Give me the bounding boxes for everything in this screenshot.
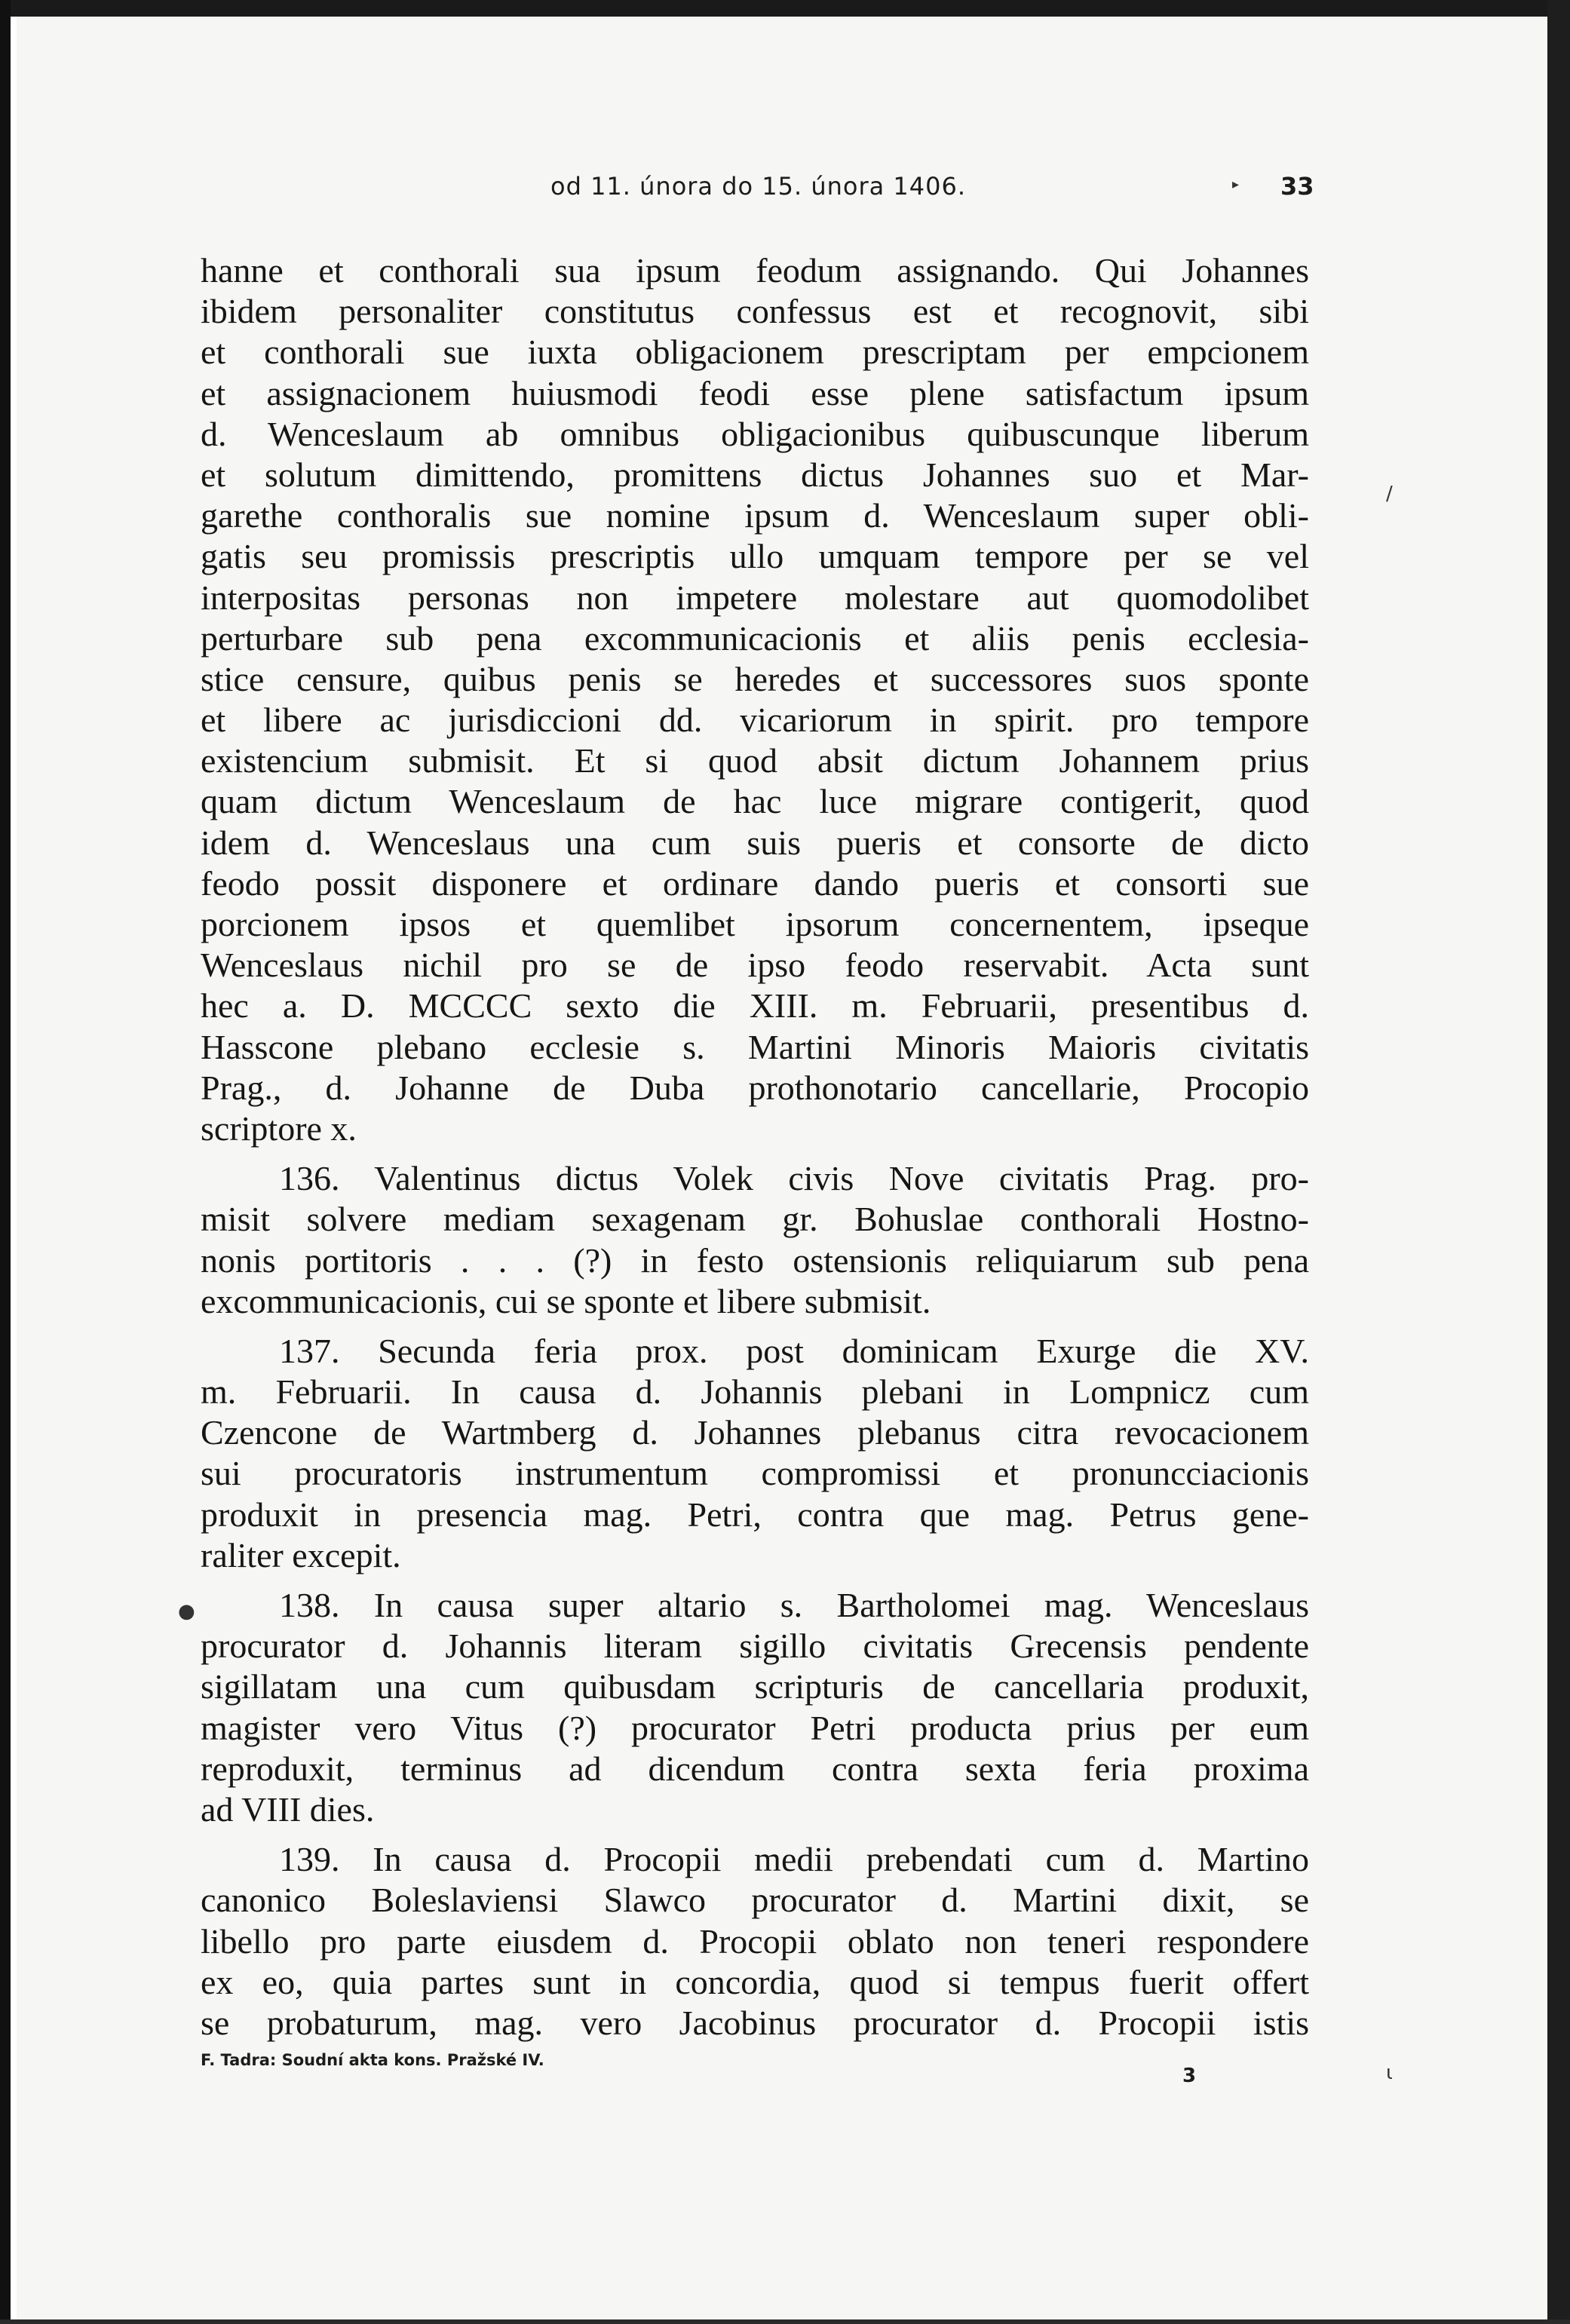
text-line: idem d. Wenceslaus una cum suis pueris et consorte de dicto xyxy=(201,823,1309,862)
stray-mark: ▸ xyxy=(1232,176,1240,192)
margin-mark: ● xyxy=(178,1600,195,1623)
text-line: stice censure, quibus penis se heredes et successores suos sponte xyxy=(201,659,1309,698)
text-line: se probaturum, mag. vero Jacobinus procurator d. Procopii istis xyxy=(201,2003,1309,2042)
text-line: libello pro parte eiusdem d. Procopii oblato non teneri respondere xyxy=(201,1921,1309,1961)
page-number: 33 xyxy=(1280,172,1314,201)
text-line: et libere ac jurisdiccioni dd. vicariorum in spirit. pro tempore xyxy=(201,701,1309,740)
paragraph-137 xyxy=(201,1331,1309,1576)
text-line: excommunicacionis, cui se sponte et libere submisit. xyxy=(201,1281,931,1320)
text-line: garethe conthoralis sue nomine ipsum d. Wenceslaum super obli- xyxy=(201,496,1309,535)
text-line: 139. In causa d. Procopii medii prebendati cum d. Martino xyxy=(279,1840,1309,1879)
scan-border-bottom xyxy=(0,2319,1570,2324)
margin-mark: ɩ xyxy=(1386,2062,1393,2084)
text-line: 137. Secunda feria prox. post dominicam Exurge die XV. xyxy=(279,1331,1309,1370)
text-line: canonico Boleslaviensi Slawco procurator d. Martini dixit, se xyxy=(201,1881,1309,1920)
text-line: et solutum dimittendo, promittens dictus Johannes suo et Mar- xyxy=(201,455,1309,494)
text-line: 136. Valentinus dictus Volek civis Nove civitatis Prag. pro- xyxy=(279,1159,1309,1198)
scan-border-right xyxy=(1547,0,1570,2324)
text-line: existencium submisit. Et si quod absit dictum Johannem prius xyxy=(201,741,1309,780)
text-line: Prag., d. Johanne de Duba prothonotario cancellarie, Procopio xyxy=(201,1068,1309,1107)
text-line: sui procuratoris instrumentum compromissi et pronuncciacionis xyxy=(201,1454,1309,1493)
text-line: ex eo, quia partes sunt in concordia, quod si tempus fuerit offert xyxy=(201,1962,1309,2001)
scan-border-left xyxy=(0,0,11,2324)
footer-signature-mark: 3 xyxy=(1182,2065,1197,2087)
text-line: nonis portitoris . . . (?) in festo ostensionis reliquiarum sub pena xyxy=(201,1240,1309,1280)
text-line: reproduxit, terminus ad dicendum contra sexta feria proxima xyxy=(201,1749,1309,1788)
paragraph-136 xyxy=(201,1158,1309,1322)
text-line: Hasscone plebano ecclesie s. Martini Minoris Maioris civitatis xyxy=(201,1027,1309,1066)
paragraph-138 xyxy=(201,1585,1309,1830)
text-line: hanne et conthorali sua ipsum feodum assignando. Qui Johannes xyxy=(201,251,1309,290)
text-line: et assignacionem huiusmodi feodi esse plene satisfactum ipsum xyxy=(201,373,1309,412)
text-line: 138. In causa super altario s. Bartholomei mag. Wenceslaus xyxy=(279,1586,1309,1624)
text-line: interpositas personas non impetere molestare aut quomodolibet xyxy=(201,578,1309,617)
margin-mark: / xyxy=(1386,483,1393,505)
text-line: d. Wenceslaum ab omnibus obligacionibus quibuscunque liberum xyxy=(201,414,1309,453)
paragraph-139 xyxy=(201,1839,1309,2043)
footer-source-line: F. Tadra: Soudní akta kons. Pražské IV. xyxy=(201,2051,544,2069)
body-text xyxy=(201,250,1309,2043)
text-line: raliter excepit. xyxy=(201,1535,401,1574)
text-line: gatis seu promissis prescriptis ullo umquam tempore per se vel xyxy=(201,537,1309,576)
text-line: porcionem ipsos et quemlibet ipsorum concernentem, ipseque xyxy=(201,905,1309,943)
text-line: et conthorali sue iuxta obligacionem prescriptam per empcionem xyxy=(201,333,1309,372)
text-line: Czencone de Wartmberg d. Johannes plebanus citra revocacionem xyxy=(201,1413,1309,1452)
text-line: m. Februarii. In causa d. Johannis plebani in Lompnicz cum xyxy=(201,1372,1309,1412)
text-line: misit solvere mediam sexagenam gr. Bohuslae conthorali Hostno- xyxy=(201,1200,1309,1239)
text-line: sigillatam una cum quibusdam scripturis de cancellaria produxit, xyxy=(201,1667,1309,1706)
paragraph-135-continued xyxy=(201,250,1309,1149)
running-header: od 11. února do 15. února 1406. xyxy=(550,172,967,201)
text-line: Wenceslaus nichil pro se de ipso feodo reservabit. Acta sunt xyxy=(201,946,1309,985)
paragraph-gap xyxy=(201,1149,1309,1158)
text-line: produxit in presencia mag. Petri, contra que mag. Petrus gene- xyxy=(201,1495,1309,1534)
paragraph-gap xyxy=(201,1830,1309,1839)
text-line: quam dictum Wenceslaum de hac luce migrare contigerit, quod xyxy=(201,782,1309,821)
paragraph-gap xyxy=(201,1576,1309,1585)
text-line: magister vero Vitus (?) procurator Petri producta prius per eum xyxy=(201,1708,1309,1747)
text-line: ad VIII dies. xyxy=(201,1789,375,1829)
text-line: hec a. D. MCCCC sexto die XIII. m. Februarii, presentibus d. xyxy=(201,986,1309,1026)
text-line: ibidem personaliter constitutus confessus est et recognovit, sibi xyxy=(201,292,1309,331)
paragraph-gap xyxy=(201,1322,1309,1331)
text-line: scriptore x. xyxy=(201,1108,357,1148)
text-line: procurator d. Johannis literam sigillo civitatis Grecensis pendente xyxy=(201,1626,1309,1666)
text-line: feodo possit disponere et ordinare dando pueris et consorti sue xyxy=(201,863,1309,903)
text-line: perturbare sub pena excommunicacionis et aliis penis ecclesia- xyxy=(201,618,1309,658)
scan-border-top xyxy=(0,0,1570,17)
